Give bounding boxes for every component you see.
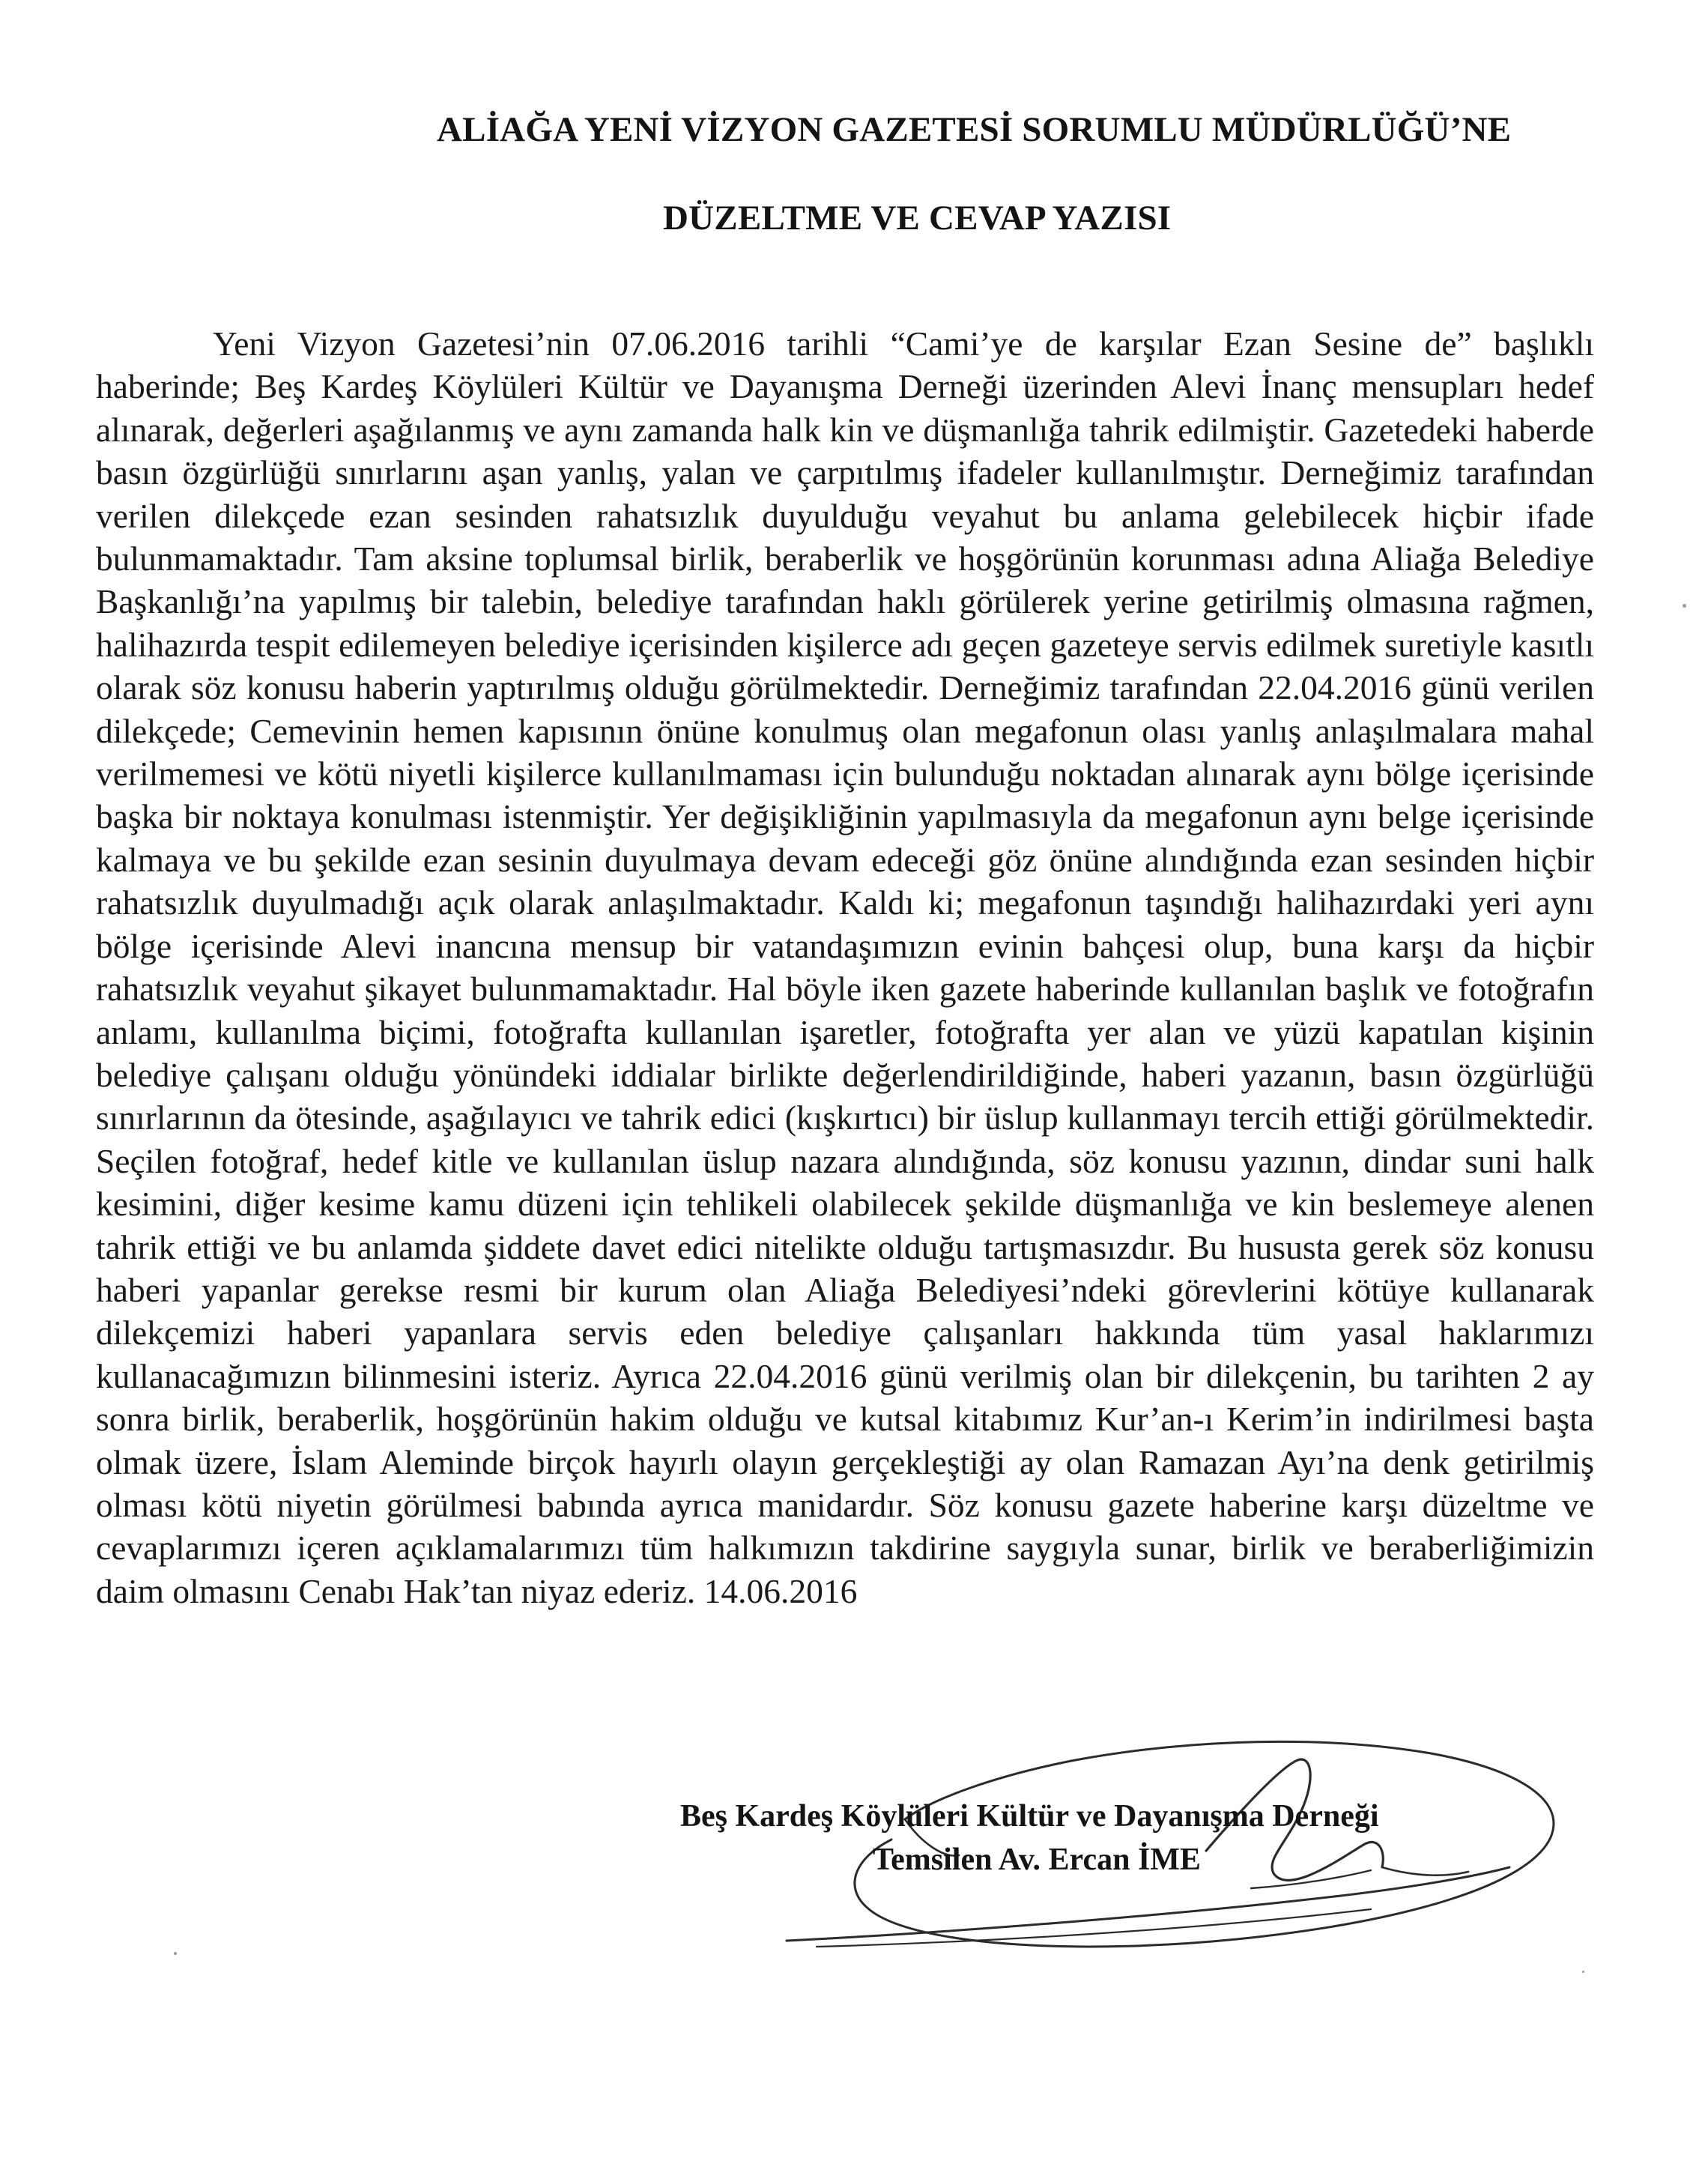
organization-name: Beş Kardeş Köylüleri Kültür ve Dayanışma Derneği xyxy=(680,1799,1379,1834)
representative-name: Temsilen Av. Ercan İME xyxy=(873,1843,1201,1877)
scan-speck xyxy=(174,1952,177,1955)
letter-body: Yeni Vizyon Gazetesi’nin 07.06.2016 tarihli “Cami’ye de karşılar Ezan Sesine de” başlıklı haberinde; Beş Kardeş Köylüleri Kültür ve Dayanışma Derneği üzerinden Alevi İnanç mensupları hedef alınarak, değerleri aşağılanmış ve aynı zamanda halk kin ve düşmanlığa tahrik edilmiştir. Gazetedeki haberde basın özgürlüğü sınırlarını aşan yanlış, yalan ve çarpıtılmış ifadeler kullanılmıştır. Derneğimiz tarafından verilen dilekçede ezan sesinden rahatsızlık duyulduğu veyahut bu anlama gelebilecek hiçbir ifade bulunmamaktadır. Tam aksine toplumsal birlik, beraberlik ve hoşgörünün korunması adına Aliağa Belediye Başkanlığı’na yapılmış bir talebin, belediye tarafından haklı görülerek yerine getirilmiş olmasına rağmen, halihazırda tespit edilemeyen belediye içerisinden kişilerce adı geçen gazeteye servis edilmek suretiyle kasıtlı olarak söz konusu haberin yaptırılmış olduğu görülmektedir. Derneğimiz tarafından 22.04.2016 günü verilen dilekçede; Cemevinin hemen kapısının önüne konulmuş olan megafonun olası yanlış anlaşılmalara mahal verilmemesi ve kötü niyetli kişilerce kullanılmaması için bulunduğu noktadan alınarak aynı bölge içerisinde başka bir noktaya konulması istenmiştir. Yer değişikliğinin yapılmasıyla da megafonun aynı belge içerisinde kalmaya ve bu şekilde ezan sesinin duyulmaya devam edeceği göz önüne alındığında ezan sesinden hiçbir rahatsızlık duyulmadığı açık olarak anlaşılmaktadır. Kaldı ki; megafonun taşındığı halihazırdaki yeri aynı bölge içerisinde Alevi inancına mensup bir vatandaşımızın evinin bahçesi olup, buna karşı da hiçbir rahatsızlık veyahut şikayet bulunmamaktadır. Hal böyle iken gazete haberinde kullanılan başlık ve fotoğrafın anlamı, kullanılma biçimi, fotoğrafta kullanılan işaretler, fotoğrafta yer alan ve yüzü kapatılan kişinin belediye çalışanı olduğu yönündeki iddialar birlikte değerlendirildiğinde, haberi yazanın, basın özgürlüğü sınırlarının da ötesinde, aşağılayıcı ve tahrik edici (kışkırtıcı) bir üslup kullanmayı tercih ettiği görülmektedir. Seçilen fotoğraf, hedef kitle ve kullanılan üslup nazara alındığında, söz konusu yazının, dindar suni halk kesimini, diğer kesime kamu düzeni için tehlikeli olabilecek şekilde düşmanlığa ve kin beslemeye alenen tahrik ettiği ve bu anlamda şiddete davet edici nitelikte olduğu tartışmasızdır. Bu hususta gerek söz konusu haberi yapanlar gerekse resmi bir kurum olan Aliağa Belediyesi’ndeki görevlerini kötüye kullanarak dilekçemizi haberi yapanlara servis eden belediye çalışanları hakkında tüm yasal haklarımızı kullanacağımızın bilinmesini isteriz. Ayrıca 22.04.2016 günü verilmiş olan bir dilekçenin, bu tarihten 2 ay sonra birlik, beraberlik, hoşgörünün hakim olduğu ve kutsal kitabımız Kur’an-ı Kerim’in indirilmesi başta olmak üzere, İslam Aleminde birçok hayırlı olayın gerçekleştiği ay olan Ramazan Ayı’na denk getirilmiş olması kötü niyetin görülmesi babında ayrıca manidardır. Söz konusu gazete haberine karşı düzeltme ve cevaplarımızı içeren açıklamalarımızı tüm halkımızın takdirine saygıyla sunar, birlik ve beraberliğimizin daim olmasını Cenabı Hak’tan niyaz ederiz. 14.06.2016 xyxy=(96,324,1594,1610)
subject-heading: DÜZELTME VE CEVAP YAZISI xyxy=(663,199,1172,238)
addressee-heading: ALİAĞA YENİ VİZYON GAZETESİ SORUMLU MÜDÜRLÜĞÜ’NE xyxy=(437,110,1512,149)
scan-speck xyxy=(1683,604,1686,608)
scan-speck xyxy=(1582,1971,1584,1973)
